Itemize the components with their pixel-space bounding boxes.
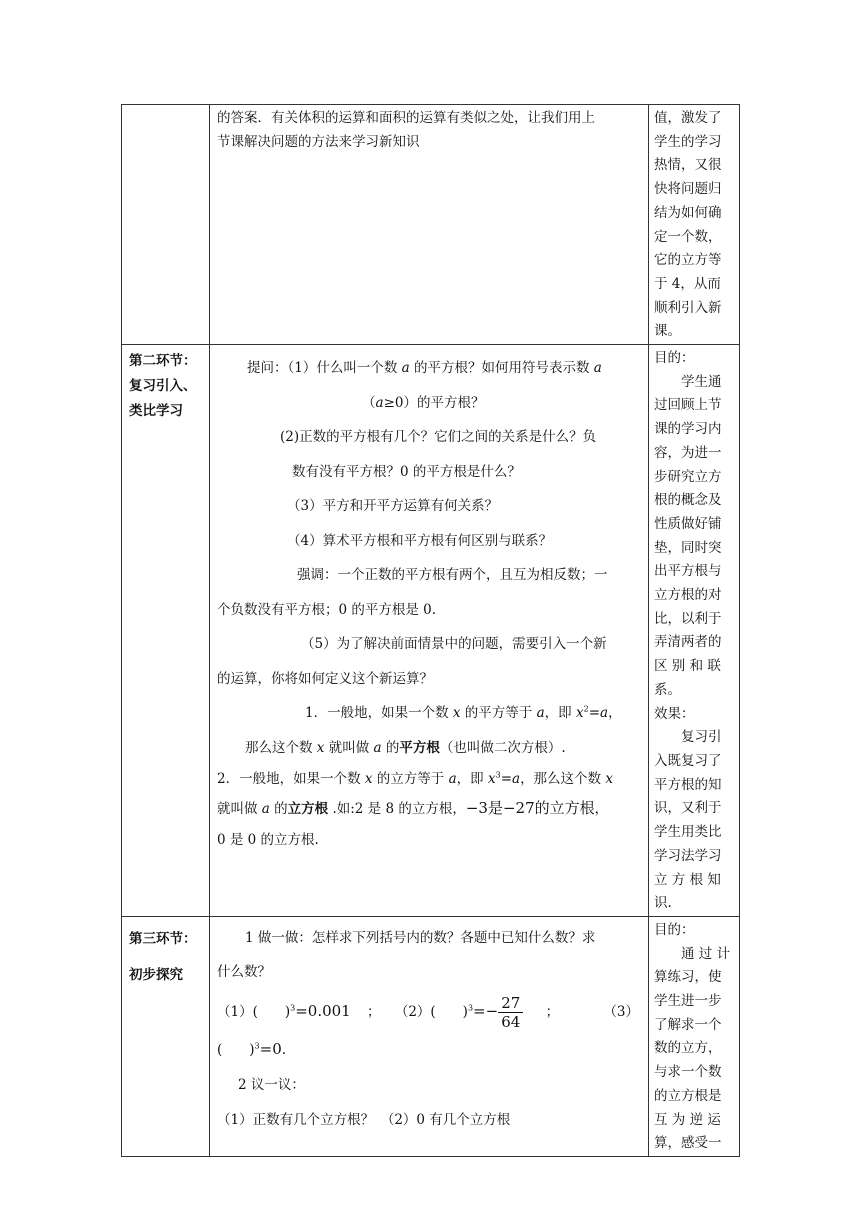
question-2-cont: 数有没有平方根？0 的平方根是什么？ bbox=[292, 463, 521, 480]
side-line: 学生通 bbox=[654, 373, 722, 390]
section-title-line: 复习引入、 bbox=[129, 378, 197, 395]
content-cell bbox=[210, 105, 649, 345]
content-cell bbox=[210, 916, 649, 1156]
side-line: 出平方根与 bbox=[654, 563, 722, 580]
section-title-line: 类比学习 bbox=[129, 403, 183, 420]
side-line: 它的立方等 bbox=[654, 252, 722, 269]
definition-cube-root-cont: 就叫做 a 的立方根 .如:2 是 8 的立方根，−3是−27的立方根， bbox=[217, 799, 609, 818]
table-row bbox=[122, 916, 740, 1156]
definition-square-root: 1．一般地，如果一个数 x 的平方等于 a，即 $x^2=a$， bbox=[305, 704, 622, 722]
content-cell bbox=[210, 345, 649, 917]
side-line: 学生进一步 bbox=[654, 993, 722, 1010]
question-1: 提问：（1）什么叫一个数 a 的平方根？如何用符号表示数 a bbox=[247, 360, 602, 377]
side-line: 根的概念及 bbox=[654, 492, 722, 509]
side-line: 比，以利于 bbox=[654, 610, 722, 627]
section-title-line: 第二环节： bbox=[129, 353, 197, 370]
question-5-cont: 的运算，你将如何定义这个新运算？ bbox=[217, 670, 433, 687]
side-line: 系。 bbox=[654, 681, 681, 698]
exercise-1: （1）( )$^3$=0.001 bbox=[217, 1001, 351, 1020]
side-line: 识. bbox=[654, 895, 672, 912]
side-line: 入既复习了 bbox=[654, 752, 722, 769]
side-line: 互 为 逆 运 bbox=[654, 1111, 721, 1128]
side-line: 结为如何确 bbox=[654, 204, 722, 221]
definition-cube-root-cont: 0 是 0 的立方根. bbox=[217, 832, 319, 849]
side-line: 于 4，从而 bbox=[654, 275, 721, 292]
question-5: （5）为了解决前面情景中的问题，需要引入一个新 bbox=[301, 636, 607, 653]
side-line: 学习法学习 bbox=[654, 847, 722, 864]
definition-cube-root: 2．一般地，如果一个数 x 的立方等于 a，即 $x^3=a$，那么这个数 x bbox=[217, 770, 613, 788]
side-line: 区 别 和 联 bbox=[654, 658, 721, 675]
question-3: （3）平方和开平方运算有何关系？ bbox=[287, 498, 499, 515]
task-discuss-questions: （1）正数有几个立方根？ （2）0 有几个立方根 bbox=[217, 1111, 511, 1128]
table-row bbox=[122, 105, 740, 345]
term-cube-root: 立方根 bbox=[287, 801, 329, 818]
task-do: 1 做一做：怎样求下列括号内的数？各题中已知什么数？求 bbox=[245, 929, 596, 946]
side-line: 数的立方， bbox=[654, 1040, 722, 1057]
side-line: 算，感受一 bbox=[654, 1135, 722, 1152]
text-line: 节课解决问题的方法来学习新知识 bbox=[217, 134, 420, 150]
table-row bbox=[122, 345, 740, 917]
section-cell-empty bbox=[122, 105, 210, 345]
emphasis: 强调：一个正数的平方根有两个，且互为相反数；一 bbox=[297, 567, 608, 584]
side-line: 弄清两者的 bbox=[654, 634, 722, 651]
side-line: 与求一个数 bbox=[654, 1064, 722, 1081]
side-line: 容，为进一 bbox=[654, 444, 722, 461]
side-line: 了解求一个 bbox=[654, 1016, 722, 1033]
side-line: 识，又利于 bbox=[654, 800, 722, 817]
side-line: 定一个数， bbox=[654, 228, 722, 245]
task-discuss: 2 议一议： bbox=[238, 1076, 305, 1093]
side-line: 步研究立方 bbox=[654, 468, 722, 485]
side-line: 立 方 根 知 bbox=[654, 871, 721, 888]
question-4: （4）算术平方根和平方根有何区别与联系？ bbox=[287, 532, 553, 549]
side-line: 算练习，使 bbox=[654, 969, 722, 986]
side-line: 平方根的知 bbox=[654, 776, 722, 793]
section-title-line: 第三环节： bbox=[129, 930, 197, 947]
side-line: 顺利引入新 bbox=[654, 299, 722, 316]
definition-square-root-cont: 那么这个数 x 就叫做 a 的平方根（也叫做二次方根）. bbox=[245, 739, 566, 756]
side-line: 效果： bbox=[654, 705, 695, 722]
side-line: 学生的学习 bbox=[654, 133, 722, 150]
lesson-plan-table bbox=[121, 104, 740, 1157]
side-line: 学生用类比 bbox=[654, 824, 722, 841]
side-line: 性质做好铺 bbox=[654, 515, 722, 532]
purpose-cell bbox=[649, 105, 740, 345]
question-2: (2)正数的平方根有几个？它们之间的关系是什么？负 bbox=[280, 429, 597, 446]
side-line: 目的： bbox=[654, 921, 695, 938]
exercise-line: （1）( )$^3$=0.001 ； （2）( )$^3$=− $\frac{27}{64}$ ； （3） bbox=[217, 993, 639, 1031]
side-line: 值，激发了 bbox=[654, 110, 722, 126]
term-square-root: 平方根 bbox=[399, 739, 440, 756]
exercise-2: （2）( )$^3$=− $\frac{27}{64}$ bbox=[385, 1004, 523, 1020]
side-line: 立方根的对 bbox=[654, 587, 722, 604]
side-line: 复习引 bbox=[654, 729, 722, 746]
side-line: 热情，又很 bbox=[654, 157, 722, 174]
side-line: 课。 bbox=[654, 323, 681, 340]
purpose-cell bbox=[649, 345, 740, 917]
side-line: 垫，同时突 bbox=[654, 539, 722, 556]
question-1-cont: （a≥0）的平方根？ bbox=[362, 394, 485, 411]
side-line: 课的学习内 bbox=[654, 421, 722, 438]
side-line: 通 过 计 bbox=[654, 945, 731, 962]
text-line: 的答案．有关体积的运算和面积的运算有类似之处，让我们用上 bbox=[217, 110, 595, 126]
fraction: $\frac{27}{64}$ bbox=[498, 994, 523, 1031]
emphasis-cont: 个负数没有平方根；0 的平方根是 0. bbox=[217, 601, 437, 618]
section-title-cell bbox=[122, 345, 210, 917]
section-title-cell bbox=[122, 916, 210, 1156]
task-do-cont: 什么数？ bbox=[217, 963, 271, 980]
side-line: 的立方根是 bbox=[654, 1087, 722, 1104]
purpose-cell bbox=[649, 916, 740, 1156]
side-line: 目的： bbox=[654, 350, 695, 367]
side-line: 快将问题归 bbox=[654, 181, 722, 198]
side-line: 过回顾上节 bbox=[654, 397, 722, 414]
section-title-line: 初步探究 bbox=[129, 966, 183, 983]
exercise-3: ( )$^3$=0. bbox=[217, 1039, 287, 1058]
